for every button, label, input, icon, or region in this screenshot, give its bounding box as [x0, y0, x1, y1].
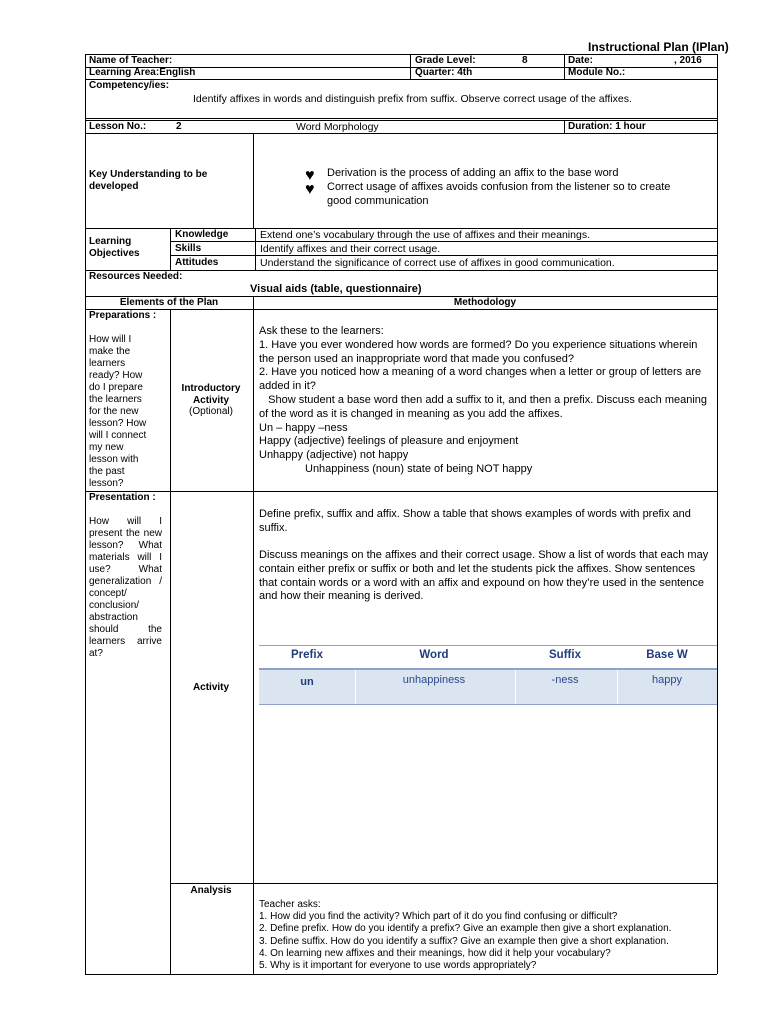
prep-line: Ask these to the learners:: [259, 325, 384, 337]
table-cell-suffix: -ness: [551, 674, 579, 686]
objective-text: Understand the significance of correct use of affixes in good communication.: [260, 257, 615, 269]
table-row: [259, 670, 717, 704]
rule: [255, 228, 256, 270]
rule: [410, 54, 411, 79]
presentation-heading: Presentation :: [89, 492, 156, 503]
activity-label: Activity: [192, 682, 230, 693]
table-header-suffix: Suffix: [549, 649, 581, 661]
rule: [85, 54, 717, 55]
quarter-label: Quarter: 4th: [415, 67, 473, 78]
analysis-question: 2. Define prefix. How do you identify a prefix? Give an example then give a short explanation.: [259, 923, 672, 935]
table-header-prefix: Prefix: [291, 649, 323, 661]
rule: [85, 79, 717, 80]
prep-line: Happy (adjective) feelings of pleasure and enjoyment: [259, 435, 519, 448]
plan-title: Instructional Plan (IPlan): [588, 40, 729, 54]
rule: [85, 133, 717, 134]
rule: [170, 228, 171, 270]
date-value: , 2016: [674, 55, 702, 66]
competency-label: Competency/ies:: [89, 80, 170, 91]
analysis-question: 4. On learning new affixes and their meanings, how did it help your vocabulary?: [259, 947, 611, 959]
methodology-header: Methodology: [453, 297, 517, 308]
learning-area-label: Learning Area:English: [89, 67, 196, 78]
key-understanding-bullet: Correct usage of affixes avoids confusion from the listener so to create good communication: [327, 181, 671, 207]
intro-activity-label: Introductory Activity: [181, 383, 241, 406]
rule: [85, 118, 717, 119]
rule: [253, 133, 254, 228]
prep-line: Show student a base word then add a suffix to it, and then a prefix. Discuss each meaning of the word as it is changed in meaning as you add the affixes.: [259, 393, 711, 420]
rule: [717, 54, 718, 974]
table-cell-word: unhappiness: [402, 674, 466, 686]
analysis-intro: Teacher asks:: [259, 899, 321, 910]
rule: [253, 309, 254, 974]
analysis-question: 5. Why is it important for everyone to use words appropriately?: [259, 960, 537, 972]
presentation-questions: How will I present the new lesson? What materials will I use? What generalization / concept/ conclusion/ abstraction should the learners arrive at?: [89, 516, 162, 659]
grade-label: Grade Level:: [415, 55, 476, 66]
preparations-questions: How will I make the learners ready? How do I prepare the learners for the new lesson? How will I connect my new lesson with the past lesson?: [89, 334, 147, 489]
table-col-divider: [355, 670, 356, 704]
table-col-divider: [617, 670, 618, 704]
rule: [85, 54, 86, 974]
objective-text: Identify affixes and their correct usage.: [260, 243, 441, 255]
intro-activity-note: (Optional): [189, 406, 233, 417]
prep-line: Unhappy (adjective) not happy: [259, 449, 409, 462]
lesson-value: 2: [176, 121, 182, 132]
objective-domain: Knowledge: [175, 229, 229, 240]
table-cell-prefix: un: [300, 676, 314, 688]
elements-header: Elements of the Plan: [119, 297, 219, 308]
prep-line: Un – happy –ness: [259, 421, 348, 434]
table-col-divider: [515, 670, 516, 704]
prep-line: Unhappiness (noun) state of being NOT happy: [305, 462, 533, 475]
rule: [564, 120, 565, 133]
table-top-rule: [259, 645, 717, 646]
table-bottom-rule: [259, 704, 717, 705]
objective-text: Extend one’s vocabulary through the use of affixes and their meanings.: [260, 229, 590, 241]
heart-bullet-icon: ♥: [305, 167, 315, 184]
rule: [85, 974, 717, 975]
objective-domain: Attitudes: [175, 257, 219, 268]
rule: [564, 54, 565, 79]
analysis-question: 1. How did you find the activity? Which part of it do you find confusing or difficult?: [259, 911, 618, 923]
rule: [85, 309, 717, 310]
affix-table: [259, 645, 717, 705]
resources-value: Visual aids (table, questionnaire): [250, 283, 422, 295]
resources-label: Resources Needed:: [89, 271, 183, 282]
table-header-base: Base W: [646, 649, 688, 661]
rule: [170, 255, 717, 256]
key-understanding-bullet: Derivation is the process of adding an affix to the base word: [327, 167, 619, 179]
rule: [85, 491, 717, 492]
date-label: Date:: [568, 55, 594, 66]
preparations-heading: Preparations :: [89, 310, 157, 321]
rule: [170, 309, 171, 974]
prep-line: 1. Have you ever wondered how words are formed? Do you experience situations wherein the person used an inappropriate word that made you confused?: [259, 338, 698, 365]
lesson-topic: Word Morphology: [296, 121, 379, 133]
analysis-content: [259, 899, 714, 972]
lesson-label: Lesson No.:: [89, 121, 147, 132]
presentation-para-1: Define prefix, suffix and affix. Show a table that shows examples of words with prefix and suffix.: [259, 508, 691, 534]
analysis-question: 3. Define suffix. How do you identify a suffix? Give an example then give a short explanation.: [259, 935, 669, 947]
teacher-label: Name of Teacher:: [89, 55, 173, 66]
table-header-word: Word: [419, 649, 449, 661]
heart-bullet-icon: ♥: [305, 181, 315, 198]
key-understanding-label: Key Understanding to be developed: [89, 169, 208, 192]
analysis-label: Analysis: [190, 885, 232, 896]
objective-domain: Skills: [175, 243, 202, 254]
table-cell-base: happy: [652, 674, 682, 686]
grade-value: 8: [522, 55, 528, 66]
preparations-content: [259, 325, 709, 477]
competency-text: Identify affixes in words and distinguish prefix from suffix. Observe correct usage of the affixes.: [193, 93, 632, 105]
prep-line: 2. Have you noticed how a meaning of a word changes when a letter or group of letters are added in it?: [259, 366, 702, 393]
presentation-para-2: Discuss meanings on the affixes and their correct usage. Show a list of words that each may contain either prefix or suffix or both and let the students pick the affixes. Show sentences that contain words or a word with an affix and expound on how they’re used in the sentence and how their meaning is derived.: [259, 549, 709, 603]
module-label: Module No.:: [568, 67, 626, 78]
duration-label: Duration: 1 hour: [568, 121, 646, 132]
objectives-label: Learning Objectives: [89, 236, 140, 259]
